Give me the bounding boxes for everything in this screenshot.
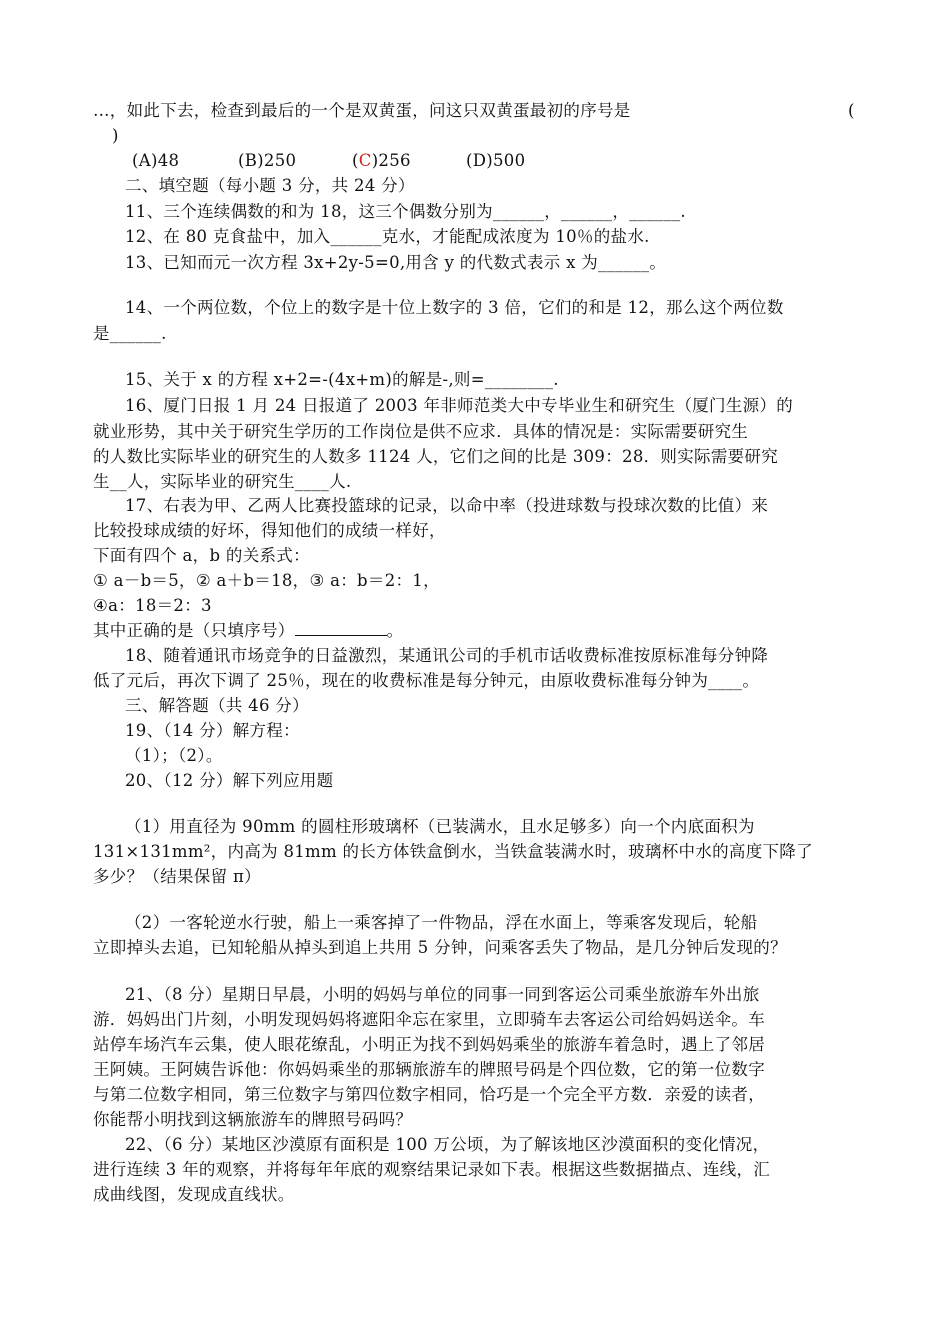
q17-line-4: ① a－b＝5，② a＋b＝18，③ a：b＝2：1，	[93, 571, 440, 590]
q21-line-2: 游．妈妈出门片刻，小明发现妈妈将遮阳伞忘在家里，立即骑车去客运公司给妈妈送伞。车	[93, 1010, 765, 1029]
q17-line-5: ④a：18＝2：3	[93, 596, 212, 615]
q20-1-line-3: 多少？（结果保留 π）	[93, 867, 261, 886]
q17-answer-blank	[295, 621, 387, 636]
q10-option-a: (A)48	[132, 151, 180, 170]
q20-1-line-1: （1）用直径为 90mm 的圆柱形玻璃杯（已装满水，且水足够多）向一个内底面积为	[125, 817, 755, 836]
q20-2-line-1: （2）一客轮逆水行驶，船上一乘客掉了一件物品，浮在水面上，等乘客发现后，轮船	[125, 913, 758, 932]
q10-option-d: (D)500	[466, 151, 526, 170]
q19-parts: （1）；（2）。	[125, 746, 223, 765]
q10-paren-open: (	[848, 101, 855, 120]
q10-option-b: (B)250	[238, 151, 297, 170]
q21-line-4: 王阿姨。王阿姨告诉他：你妈妈乘坐的那辆旅游车的牌照号码是个四位数，它的第一位数字	[93, 1060, 765, 1079]
q13: 13、已知而元一次方程 3x+2y-5=0,用含 y 的代数式表示 x 为______。	[125, 253, 667, 272]
q16-line-3: 的人数比实际毕业的研究生的人数多 1124 人，它们之间的比是 309：28．则实际需要研究	[93, 447, 779, 466]
q15: 15、关于 x 的方程 x+2=-(4x+m)的解是-,则=________.	[125, 370, 559, 389]
q20: 20、（12 分）解下列应用题	[125, 771, 334, 790]
q12: 12、在 80 克食盐中，加入______克水，才能配成浓度为 10％的盐水.	[125, 227, 650, 246]
q21-line-1: 21、（8 分）星期日早晨，小明的妈妈与单位的同事一同到客运公司乘坐旅游车外出旅	[125, 985, 760, 1004]
q16-line-4: 生__人，实际毕业的研究生____人.	[93, 472, 352, 491]
q22-line-2: 进行连续 3 年的观察，并将每年年底的观察结果记录如下表。根据这些数据描点、连线，汇	[93, 1160, 771, 1179]
q17-line-6-end: 。	[386, 621, 404, 640]
q22-line-3: 成曲线图，发现成直线状。	[93, 1185, 295, 1204]
q20-1-line-2: 131×131mm²，内高为 81mm 的长方体铁盒倒水，当铁盒装满水时，玻璃杯中水的高度下降了	[93, 842, 813, 861]
q10-paren-close: )	[112, 126, 119, 145]
q17-line-2: 比较投球成绩的好坏，得知他们的成绩一样好，	[93, 521, 446, 540]
q14-line-1: 14、一个两位数，个位上的数字是十位上数字的 3 倍，它们的和是 12，那么这个两位数	[125, 298, 784, 317]
q21-line-3: 站停车场汽车云集，使人眼花缭乱，小明正为找不到妈妈乘坐的旅游车着急时，遇上了邻居	[93, 1035, 765, 1054]
section-3-title: 三、解答题（共 46 分）	[125, 696, 309, 715]
q11: 11、三个连续偶数的和为 18，这三个偶数分别为______，______，______.	[125, 202, 686, 221]
q22-line-1: 22、（6 分）某地区沙漠原有面积是 100 万公顷，为了解该地区沙漠面积的变化情况，	[125, 1135, 770, 1154]
q10-option-c-rest: )256	[371, 151, 411, 170]
q19: 19、（14 分）解方程：	[125, 721, 300, 740]
q17-line-6	[93, 619, 403, 643]
q21-line-5: 与第二位数字相同，第三位数字与第四位数字相同，恰巧是一个完全平方数．亲爱的读者，	[93, 1085, 765, 1104]
q10-option-c-open: (	[352, 151, 359, 170]
section-2-title: 二、填空题（每小题 3 分，共 24 分）	[125, 176, 415, 195]
q20-2-line-2: 立即掉头去追，已知轮船从掉头到追上共用 5 分钟，问乘客丢失了物品，是几分钟后发现的？	[93, 938, 787, 957]
q21-line-6: 你能帮小明找到这辆旅游车的牌照号码吗？	[93, 1110, 413, 1129]
q10-option-c	[352, 149, 411, 173]
q17-line-1: 17、右表为甲、乙两人比赛投篮球的记录，以命中率（投进球数与投球次数的比值）来	[125, 496, 769, 515]
q16-line-1: 16、厦门日报 1 月 24 日报道了 2003 年非师范类大中专毕业生和研究生（厦门生源）的	[125, 396, 794, 415]
q18-line-2: 低了元后，再次下调了 25％，现在的收费标准是每分钟元，由原收费标准每分钟为____。	[93, 671, 760, 690]
q16-line-2: 就业形势，其中关于研究生学历的工作岗位是供不应求．具体的情况是：实际需要研究生	[93, 422, 749, 441]
q10-text: …，如此下去，检查到最后的一个是双黄蛋，问这只双黄蛋最初的序号是	[93, 101, 631, 120]
q17-answer-prompt: 其中正确的是（只填序号）	[93, 621, 295, 640]
q14-line-2: 是______.	[93, 324, 167, 343]
q10-option-c-letter: C	[358, 151, 372, 170]
q18-line-1: 18、随着通讯市场竞争的日益激烈，某通讯公司的手机市话收费标准按原标准每分钟降	[125, 646, 769, 665]
q17-line-3: 下面有四个 a，b 的关系式：	[93, 546, 310, 565]
